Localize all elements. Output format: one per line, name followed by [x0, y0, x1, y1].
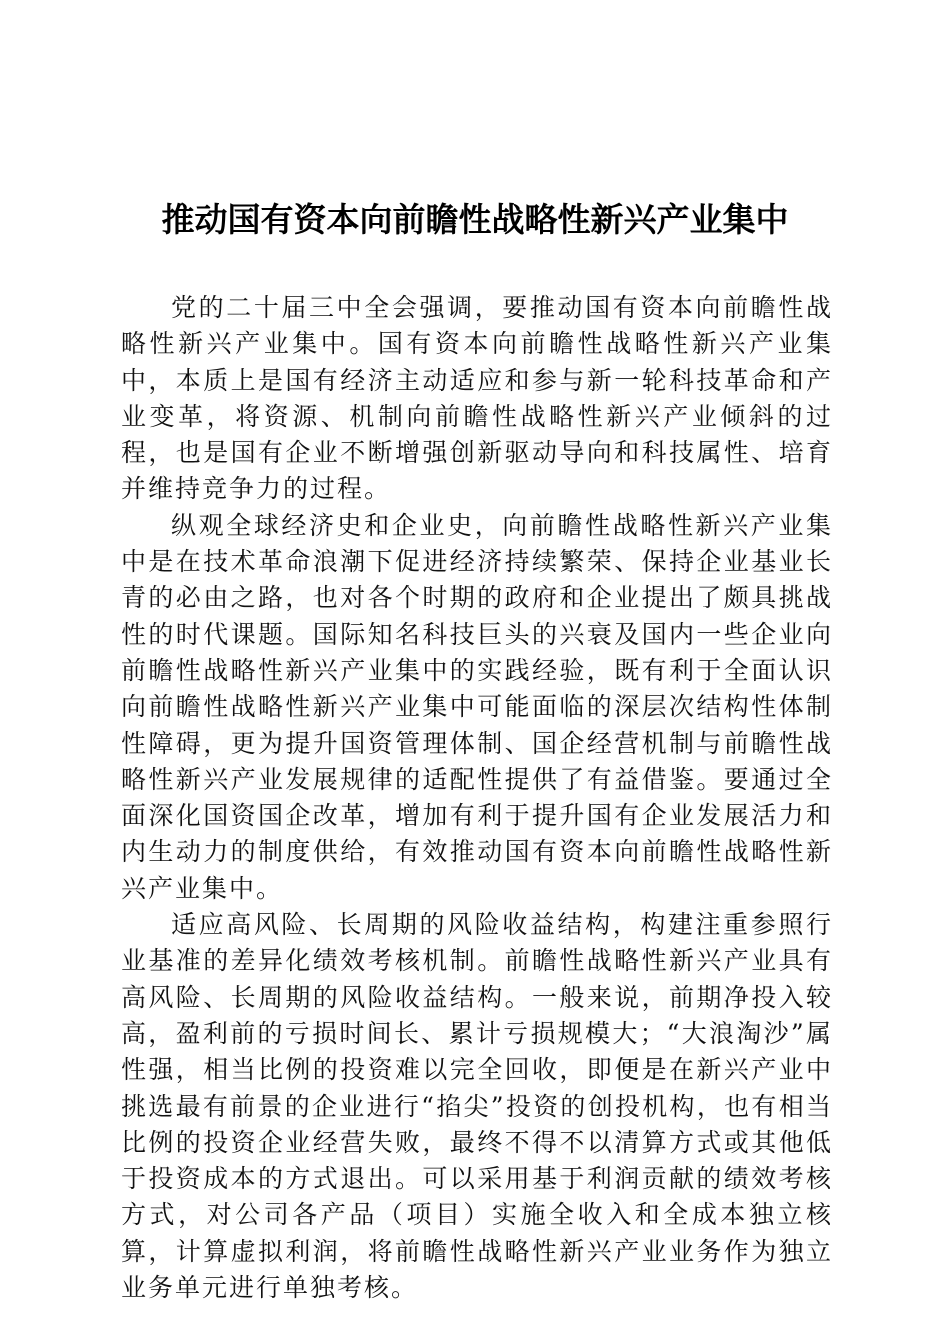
document-title: 推动国有资本向前瞻性战略性新兴产业集中 [161, 200, 789, 239]
paragraph: 党的二十届三中全会强调，要推动国有资本向前瞻性战略性新兴产业集中。国有资本向前瞻性战略性新兴产业集中，本质上是国有经济主动适应和参与新一轮科技革命和产业变革，将资源、机制向前瞻性战略性新兴产业倾斜的过程，也是国有企业不断增强创新驱动导向和科技属性、培育并维持竞争力的过程。 [121, 293, 833, 504]
paragraph: 纵观全球经济史和企业史，向前瞻性战略性新兴产业集中是在技术革命浪潮下促进经济持续繁荣、保持企业基业长青的必由之路，也对各个时期的政府和企业提出了颇具挑战性的时代课题。国际知名科技巨头的兴衰及国内一些企业向前瞻性战略性新兴产业集中的实践经验，既有利于全面认识向前瞻性战略性新兴产业集中可能面临的深层次结构性体制性障碍，更为提升国资管理体制、国企经营机制与前瞻性战略性新兴产业发展规律的适配性提供了有益借鉴。要通过全面深化国资国企改革，增加有利于提升国有企业发展活力和内生动力的制度供给，有效推动国有资本向前瞻性战略性新兴产业集中。 [121, 510, 833, 903]
document-body [121, 290, 833, 1306]
paragraph: 适应高风险、长周期的风险收益结构，构建注重参照行业基准的差异化绩效考核机制。前瞻性战略性新兴产业具有高风险、长周期的风险收益结构。一般来说，前期净投入较高，盈利前的亏损时间长、累计亏损规模大；“大浪淘沙”属性强，相当比例的投资难以完全回收，即便是在新兴产业中挑选最有前景的企业进行“掐尖”投资的创投机构，也有相当比例的投资企业经营失败，最终不得不以清算方式或其他低于投资成本的方式退出。可以采用基于利润贡献的绩效考核方式，对公司各产品（项目）实施全收入和全成本独立核算，计算虚拟利润，将前瞻性战略性新兴产业业务作为独立业务单元进行单独考核。 [121, 910, 833, 1303]
